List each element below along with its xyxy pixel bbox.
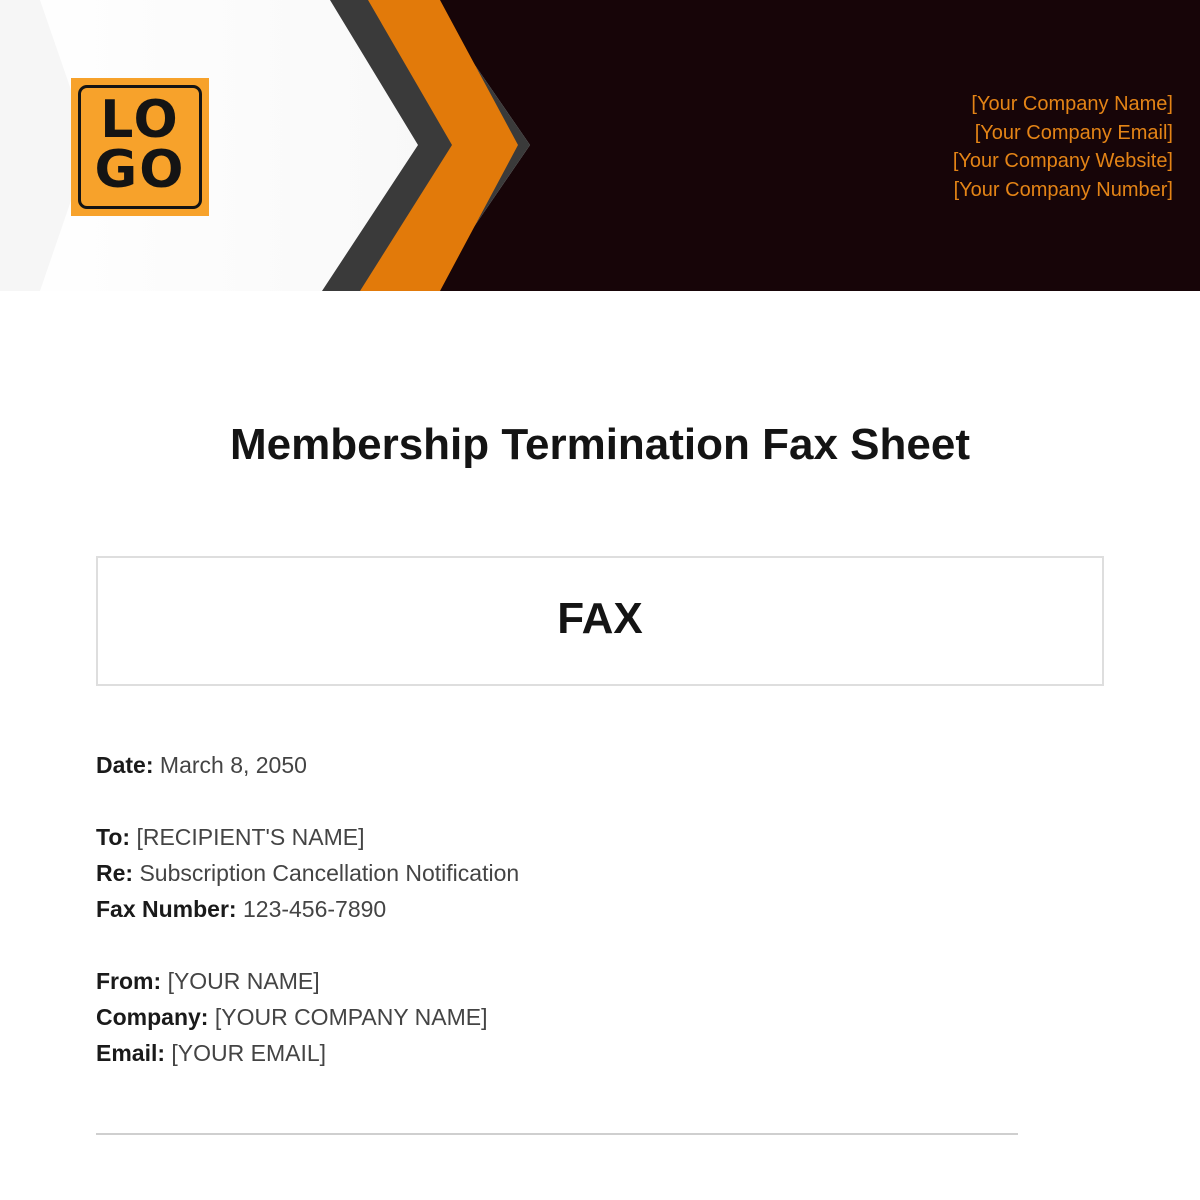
company-email: [Your Company Email]	[974, 121, 1173, 144]
email-key: Email:	[96, 1040, 166, 1066]
fax-number-field	[96, 894, 386, 924]
to-field	[96, 822, 365, 852]
to-key: To:	[96, 824, 131, 850]
to-value: [RECIPIENT'S NAME]	[136, 824, 365, 850]
email-field	[96, 1038, 326, 1068]
company-key: Company:	[96, 1004, 209, 1030]
company-field	[96, 1002, 487, 1032]
date-value: March 8, 2050	[159, 752, 307, 778]
document-title: Membership Termination Fax Sheet	[229, 420, 970, 469]
company-name: [Your Company Name]	[971, 93, 1173, 115]
company-info	[953, 90, 1173, 204]
fax-number-value: 123-456-7890	[242, 896, 387, 922]
re-key: Re:	[96, 860, 134, 886]
logo-text-line-1: LO	[100, 90, 180, 150]
from-value: [YOUR NAME]	[167, 968, 320, 994]
company-website: [Your Company Website]	[952, 150, 1173, 172]
from-field	[96, 966, 320, 996]
fax-label-box	[96, 556, 1104, 686]
email-value: [YOUR EMAIL]	[171, 1040, 327, 1066]
fax-number-key: Fax Number:	[96, 896, 237, 922]
logo-text-line-2: GO	[94, 140, 186, 200]
date-field	[96, 750, 307, 780]
header-banner	[0, 0, 1200, 291]
re-field	[96, 858, 519, 888]
date-key: Date:	[96, 752, 154, 778]
fax-label: FAX	[557, 594, 643, 643]
company-value: [YOUR COMPANY NAME]	[214, 1004, 488, 1030]
company-logo	[71, 78, 209, 216]
re-value: Subscription Cancellation Notification	[139, 860, 520, 886]
company-number: [Your Company Number]	[953, 178, 1173, 201]
section-divider	[96, 1133, 1018, 1135]
from-key: From:	[96, 968, 162, 994]
